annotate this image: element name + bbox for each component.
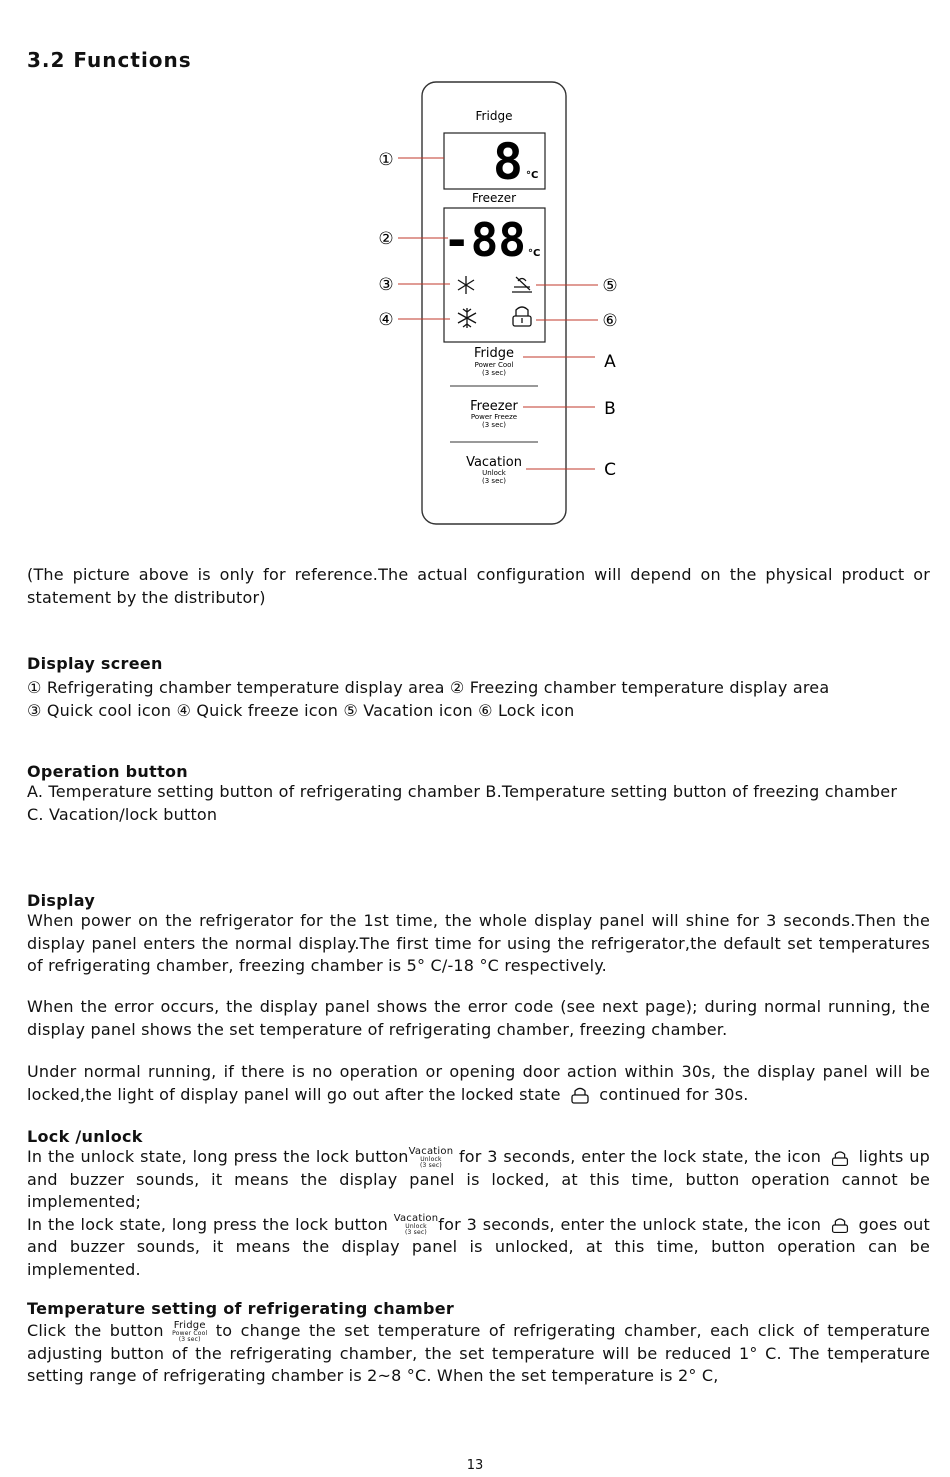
temp-setting-c1: Click the button (27, 1321, 164, 1340)
lock-b3: goes out and buzzer sounds, it means the display panel is unlocked, at this time, button operation can be implemented. (27, 1214, 930, 1279)
lock-icon (827, 1216, 853, 1234)
operation-button-line1: A. Temperature setting button of refrigerating chamber B.Temperature setting button of freezing chamber (27, 782, 898, 801)
vacation-button-label: Vacation (466, 455, 522, 470)
display-p3 (27, 1061, 930, 1106)
temp-setting-title: Temperature setting of refrigerating chamber (27, 1299, 455, 1318)
freezer-button-sub1: Power Freeze (470, 413, 518, 421)
fridge-button-label: Fridge (474, 346, 514, 361)
fridge-button-sub1: Power Cool (474, 361, 514, 369)
callout-6: ⑥ (602, 311, 618, 331)
lock-title: Lock /unlock (27, 1127, 143, 1146)
display-screen-text (27, 677, 930, 722)
reference-note: (The picture above is only for reference.The actual configuration will depend on the physical product or statement by the distributor) (27, 565, 930, 607)
control-panel-figure (360, 80, 640, 530)
lock-b1: In the lock state, long press the lock button (27, 1214, 388, 1234)
display-title: Display (27, 891, 96, 910)
lock-text (27, 1146, 930, 1281)
operation-button-text (27, 781, 930, 826)
display-screen-title: Display screen (27, 654, 163, 673)
letter-b: B (604, 399, 616, 419)
freezer-button-sub2: (3 sec) (482, 421, 506, 429)
vacation-button-sub2: (3 sec) (482, 477, 506, 485)
lock-icon (566, 1086, 594, 1104)
fridge-digit: 8 (492, 133, 523, 191)
operation-button-title: Operation button (27, 762, 189, 781)
callout-3: ③ (378, 275, 394, 295)
freezer-digits: -88 (442, 213, 526, 267)
letter-c: C (604, 460, 616, 480)
fridge-button-sub2: (3 sec) (482, 369, 506, 377)
temp-setting-c2: to change the set temperature of refrigerating chamber, each click of temperature adjusting button of the refrigerating chamber, the set temperature will be reduced 1° C. The temperature setting range of refrigerating chamber is 2~8 °C. When the set temperature is 2° C, (27, 1321, 930, 1385)
section-heading: 3.2 Functions (27, 48, 192, 72)
lock-b2: for 3 seconds, enter the unlock state, the icon (438, 1214, 822, 1234)
callout-2: ② (378, 229, 394, 249)
lock-a1: In the unlock state, long press the lock button (27, 1147, 409, 1166)
page-number: 13 (466, 1458, 484, 1473)
operation-button-line2: C. Vacation/lock button (27, 804, 218, 824)
freezer-title: Freezer (471, 191, 517, 205)
fridge-title: Fridge (475, 109, 513, 123)
lock-icon (827, 1149, 853, 1167)
display-p3a: Under normal running, if there is no operation or opening door action within 30s, the display panel will be locked,the light of display panel will go out after the locked state (27, 1062, 930, 1104)
display-p3b: continued for 30s. (599, 1084, 749, 1104)
lock-a2: for 3 seconds, enter the lock state, the icon (458, 1147, 822, 1166)
freezer-unit: °C (528, 248, 541, 259)
vacation-button-mini: Vacation Unlock (3 sec) (393, 1213, 439, 1236)
callout-4: ④ (378, 310, 394, 330)
display-p1: When power on the refrigerator for the 1st time, the whole display panel will shine for 3 seconds.Then the display panel enters the normal display.The first time for using the refrigerator,the default set temperatures of refrigerating chamber, freezing chamber is 5° C/-18 °C respectively. (27, 911, 930, 975)
display-p2: When the error occurs, the display panel shows the error code (see next page); during normal running, the display panel shows the set temperature of refrigerating chamber, freezing chamber. (27, 997, 930, 1039)
letter-a: A (604, 352, 616, 372)
lock-a3: lights up and buzzer sounds, it means the display panel is locked, at this time, button operation cannot be implemented; (27, 1147, 930, 1211)
temp-setting-text (27, 1320, 930, 1388)
fridge-button-mini: Fridge Power Cool (3 sec) (172, 1319, 208, 1343)
display-screen-line2: ③ Quick cool icon ④ Quick freeze icon ⑤ Vacation icon ⑥ Lock icon (27, 700, 575, 720)
vacation-button-sub1: Unlock (482, 469, 506, 477)
freezer-button-label: Freezer (470, 399, 518, 414)
callout-1: ① (378, 150, 394, 170)
vacation-button-mini: Vacation Unlock (3 sec) (408, 1145, 454, 1169)
callout-5: ⑤ (602, 276, 618, 296)
display-screen-line1: ① Refrigerating chamber temperature display area ② Freezing chamber temperature display area (27, 678, 830, 697)
fridge-unit: °C (526, 170, 539, 181)
